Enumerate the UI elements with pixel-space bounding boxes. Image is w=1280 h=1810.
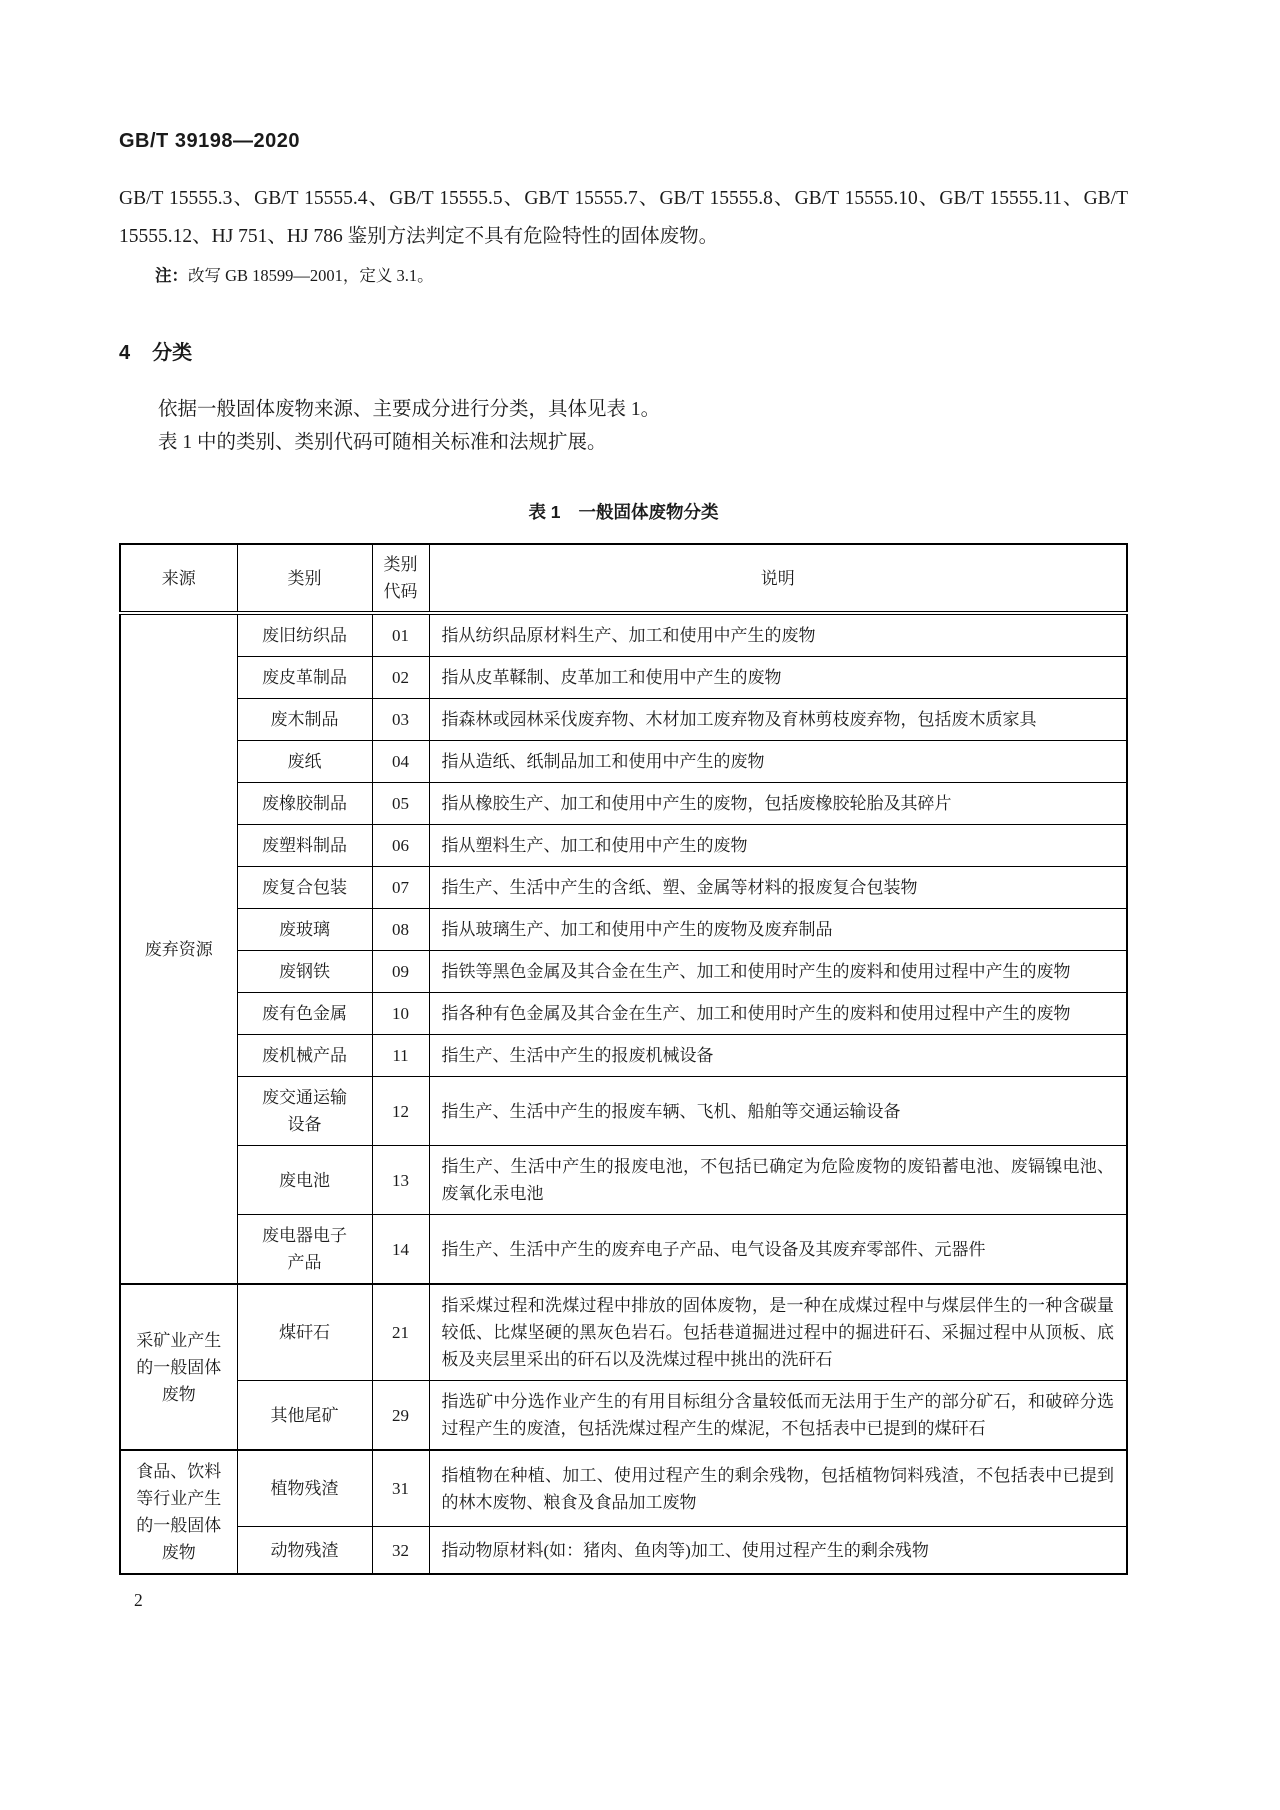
table-row (120, 1284, 1127, 1381)
note-label: 注： (155, 266, 188, 285)
description-cell: 指植物在种植、加工、使用过程产生的剩余残物，包括植物饲料残渣，不包括表中已提到的林木废物、粮食及食品加工废物 (429, 1450, 1127, 1527)
table-row (120, 951, 1127, 993)
code-cell: 21 (372, 1284, 429, 1381)
table-row (120, 1381, 1127, 1451)
category-cell: 废机械产品 (237, 1035, 372, 1077)
category-cell: 废玻璃 (237, 909, 372, 951)
table-row (120, 1215, 1127, 1285)
category-cell: 废纸 (237, 741, 372, 783)
code-cell: 10 (372, 993, 429, 1035)
description-cell: 指生产、生活中产生的报废车辆、飞机、船舶等交通运输设备 (429, 1077, 1127, 1146)
description-cell: 指从皮革鞣制、皮革加工和使用中产生的废物 (429, 657, 1127, 699)
code-cell: 01 (372, 613, 429, 657)
category-cell: 废钢铁 (237, 951, 372, 993)
source-cell: 食品、饮料等行业产生的一般固体废物 (120, 1450, 237, 1574)
section-number: 4 (119, 342, 131, 364)
code-cell: 03 (372, 699, 429, 741)
category-cell: 废有色金属 (237, 993, 372, 1035)
classification-paragraph: 依据一般固体废物来源、主要成分进行分类，具体见表 1。 (158, 399, 661, 420)
reference-paragraph: GB/T 15555.3、GB/T 15555.4、GB/T 15555.5、GB/T 15555.7、GB/T 15555.8、GB/T 15555.10、GB/T 15555.11、GB/T 15555.12、HJ 751、HJ 786 鉴别方法判定不具有危险特性的固体废物。 (119, 188, 1128, 247)
category-cell: 植物残渣 (237, 1450, 372, 1527)
code-cell: 07 (372, 867, 429, 909)
extension-paragraph: 表 1 中的类别、类别代码可随相关标准和法规扩展。 (158, 432, 607, 453)
table-row (120, 1077, 1127, 1146)
table-row (120, 909, 1127, 951)
code-cell: 14 (372, 1215, 429, 1285)
code-cell: 09 (372, 951, 429, 993)
table-row (120, 657, 1127, 699)
code-cell: 32 (372, 1527, 429, 1574)
category-cell: 动物残渣 (237, 1527, 372, 1574)
code-cell: 31 (372, 1450, 429, 1527)
section-body (119, 393, 1128, 459)
description-cell: 指选矿中分选作业产生的有用目标组分含量较低而无法用于生产的部分矿石，和破碎分选过程产生的废渣，包括洗煤过程产生的煤泥，不包括表中已提到的煤矸石 (429, 1381, 1127, 1451)
table-row (120, 1035, 1127, 1077)
description-cell: 指从玻璃生产、加工和使用中产生的废物及废弃制品 (429, 909, 1127, 951)
description-cell: 指生产、生活中产生的报废机械设备 (429, 1035, 1127, 1077)
description-cell: 指动物原材料(如：猪肉、鱼肉等)加工、使用过程产生的剩余残物 (429, 1527, 1127, 1574)
table-row (120, 613, 1127, 657)
code-cell: 13 (372, 1146, 429, 1215)
table-caption-title: 一般固体废物分类 (578, 502, 719, 522)
description-cell: 指从纺织品原材料生产、加工和使用中产生的废物 (429, 613, 1127, 657)
category-cell: 废塑料制品 (237, 825, 372, 867)
page-number: 2 (134, 1590, 143, 1610)
category-cell: 废橡胶制品 (237, 783, 372, 825)
source-cell: 废弃资源 (120, 613, 237, 1284)
table-row (120, 1450, 1127, 1527)
description-cell: 指森林或园林采伐废弃物、木材加工废弃物及育林剪枝废弃物，包括废木质家具 (429, 699, 1127, 741)
description-cell: 指生产、生活中产生的废弃电子产品、电气设备及其废弃零部件、元器件 (429, 1215, 1127, 1285)
code-cell: 29 (372, 1381, 429, 1451)
classification-table (119, 543, 1128, 1575)
source-cell: 采矿业产生的一般固体废物 (120, 1284, 237, 1450)
table-caption-label: 表 1 (528, 502, 561, 522)
category-cell: 废电池 (237, 1146, 372, 1215)
description-cell: 指铁等黑色金属及其合金在生产、加工和使用时产生的废料和使用过程中产生的废物 (429, 951, 1127, 993)
table-row (120, 867, 1127, 909)
category-cell: 废交通运输设备 (237, 1077, 372, 1146)
header-description: 说明 (429, 544, 1127, 613)
code-cell: 08 (372, 909, 429, 951)
code-cell: 11 (372, 1035, 429, 1077)
code-cell: 06 (372, 825, 429, 867)
table-row (120, 1527, 1127, 1574)
category-cell: 其他尾矿 (237, 1381, 372, 1451)
description-cell: 指各种有色金属及其合金在生产、加工和使用时产生的废料和使用过程中产生的废物 (429, 993, 1127, 1035)
note-text: 改写 GB 18599—2001，定义 3.1。 (188, 266, 434, 285)
note (155, 264, 1128, 288)
table-row (120, 741, 1127, 783)
table-row (120, 825, 1127, 867)
section-title: 分类 (152, 342, 193, 364)
description-cell: 指从橡胶生产、加工和使用中产生的废物，包括废橡胶轮胎及其碎片 (429, 783, 1127, 825)
table-row (120, 993, 1127, 1035)
table-row (120, 783, 1127, 825)
code-cell: 05 (372, 783, 429, 825)
section-heading (119, 336, 1128, 365)
table-row (120, 1146, 1127, 1215)
table-row (120, 699, 1127, 741)
code-cell: 04 (372, 741, 429, 783)
category-cell: 废复合包装 (237, 867, 372, 909)
header-category: 类别 (237, 544, 372, 613)
description-cell: 指生产、生活中产生的报废电池，不包括已确定为危险废物的废铅蓄电池、废镉镍电池、废氧化汞电池 (429, 1146, 1127, 1215)
category-cell: 废皮革制品 (237, 657, 372, 699)
description-cell: 指采煤过程和洗煤过程中排放的固体废物，是一种在成煤过程中与煤层伴生的一种含碳量较低、比煤坚硬的黑灰色岩石。包括巷道掘进过程中的掘进矸石、采掘过程中从顶板、底板及夹层里采出的矸石以及洗煤过程中挑出的洗矸石 (429, 1284, 1127, 1381)
category-cell: 煤矸石 (237, 1284, 372, 1381)
category-cell: 废电器电子产品 (237, 1215, 372, 1285)
description-cell: 指从塑料生产、加工和使用中产生的废物 (429, 825, 1127, 867)
category-cell: 废木制品 (237, 699, 372, 741)
code-cell: 02 (372, 657, 429, 699)
description-cell: 指从造纸、纸制品加工和使用中产生的废物 (429, 741, 1127, 783)
category-cell: 废旧纺织品 (237, 613, 372, 657)
code-cell: 12 (372, 1077, 429, 1146)
table-caption (119, 499, 1128, 524)
table-header-row (120, 544, 1127, 613)
header-code: 类别代码 (372, 544, 429, 613)
standard-number: GB/T 39198—2020 (119, 130, 300, 152)
description-cell: 指生产、生活中产生的含纸、塑、金属等材料的报废复合包装物 (429, 867, 1127, 909)
header-source: 来源 (120, 544, 237, 613)
